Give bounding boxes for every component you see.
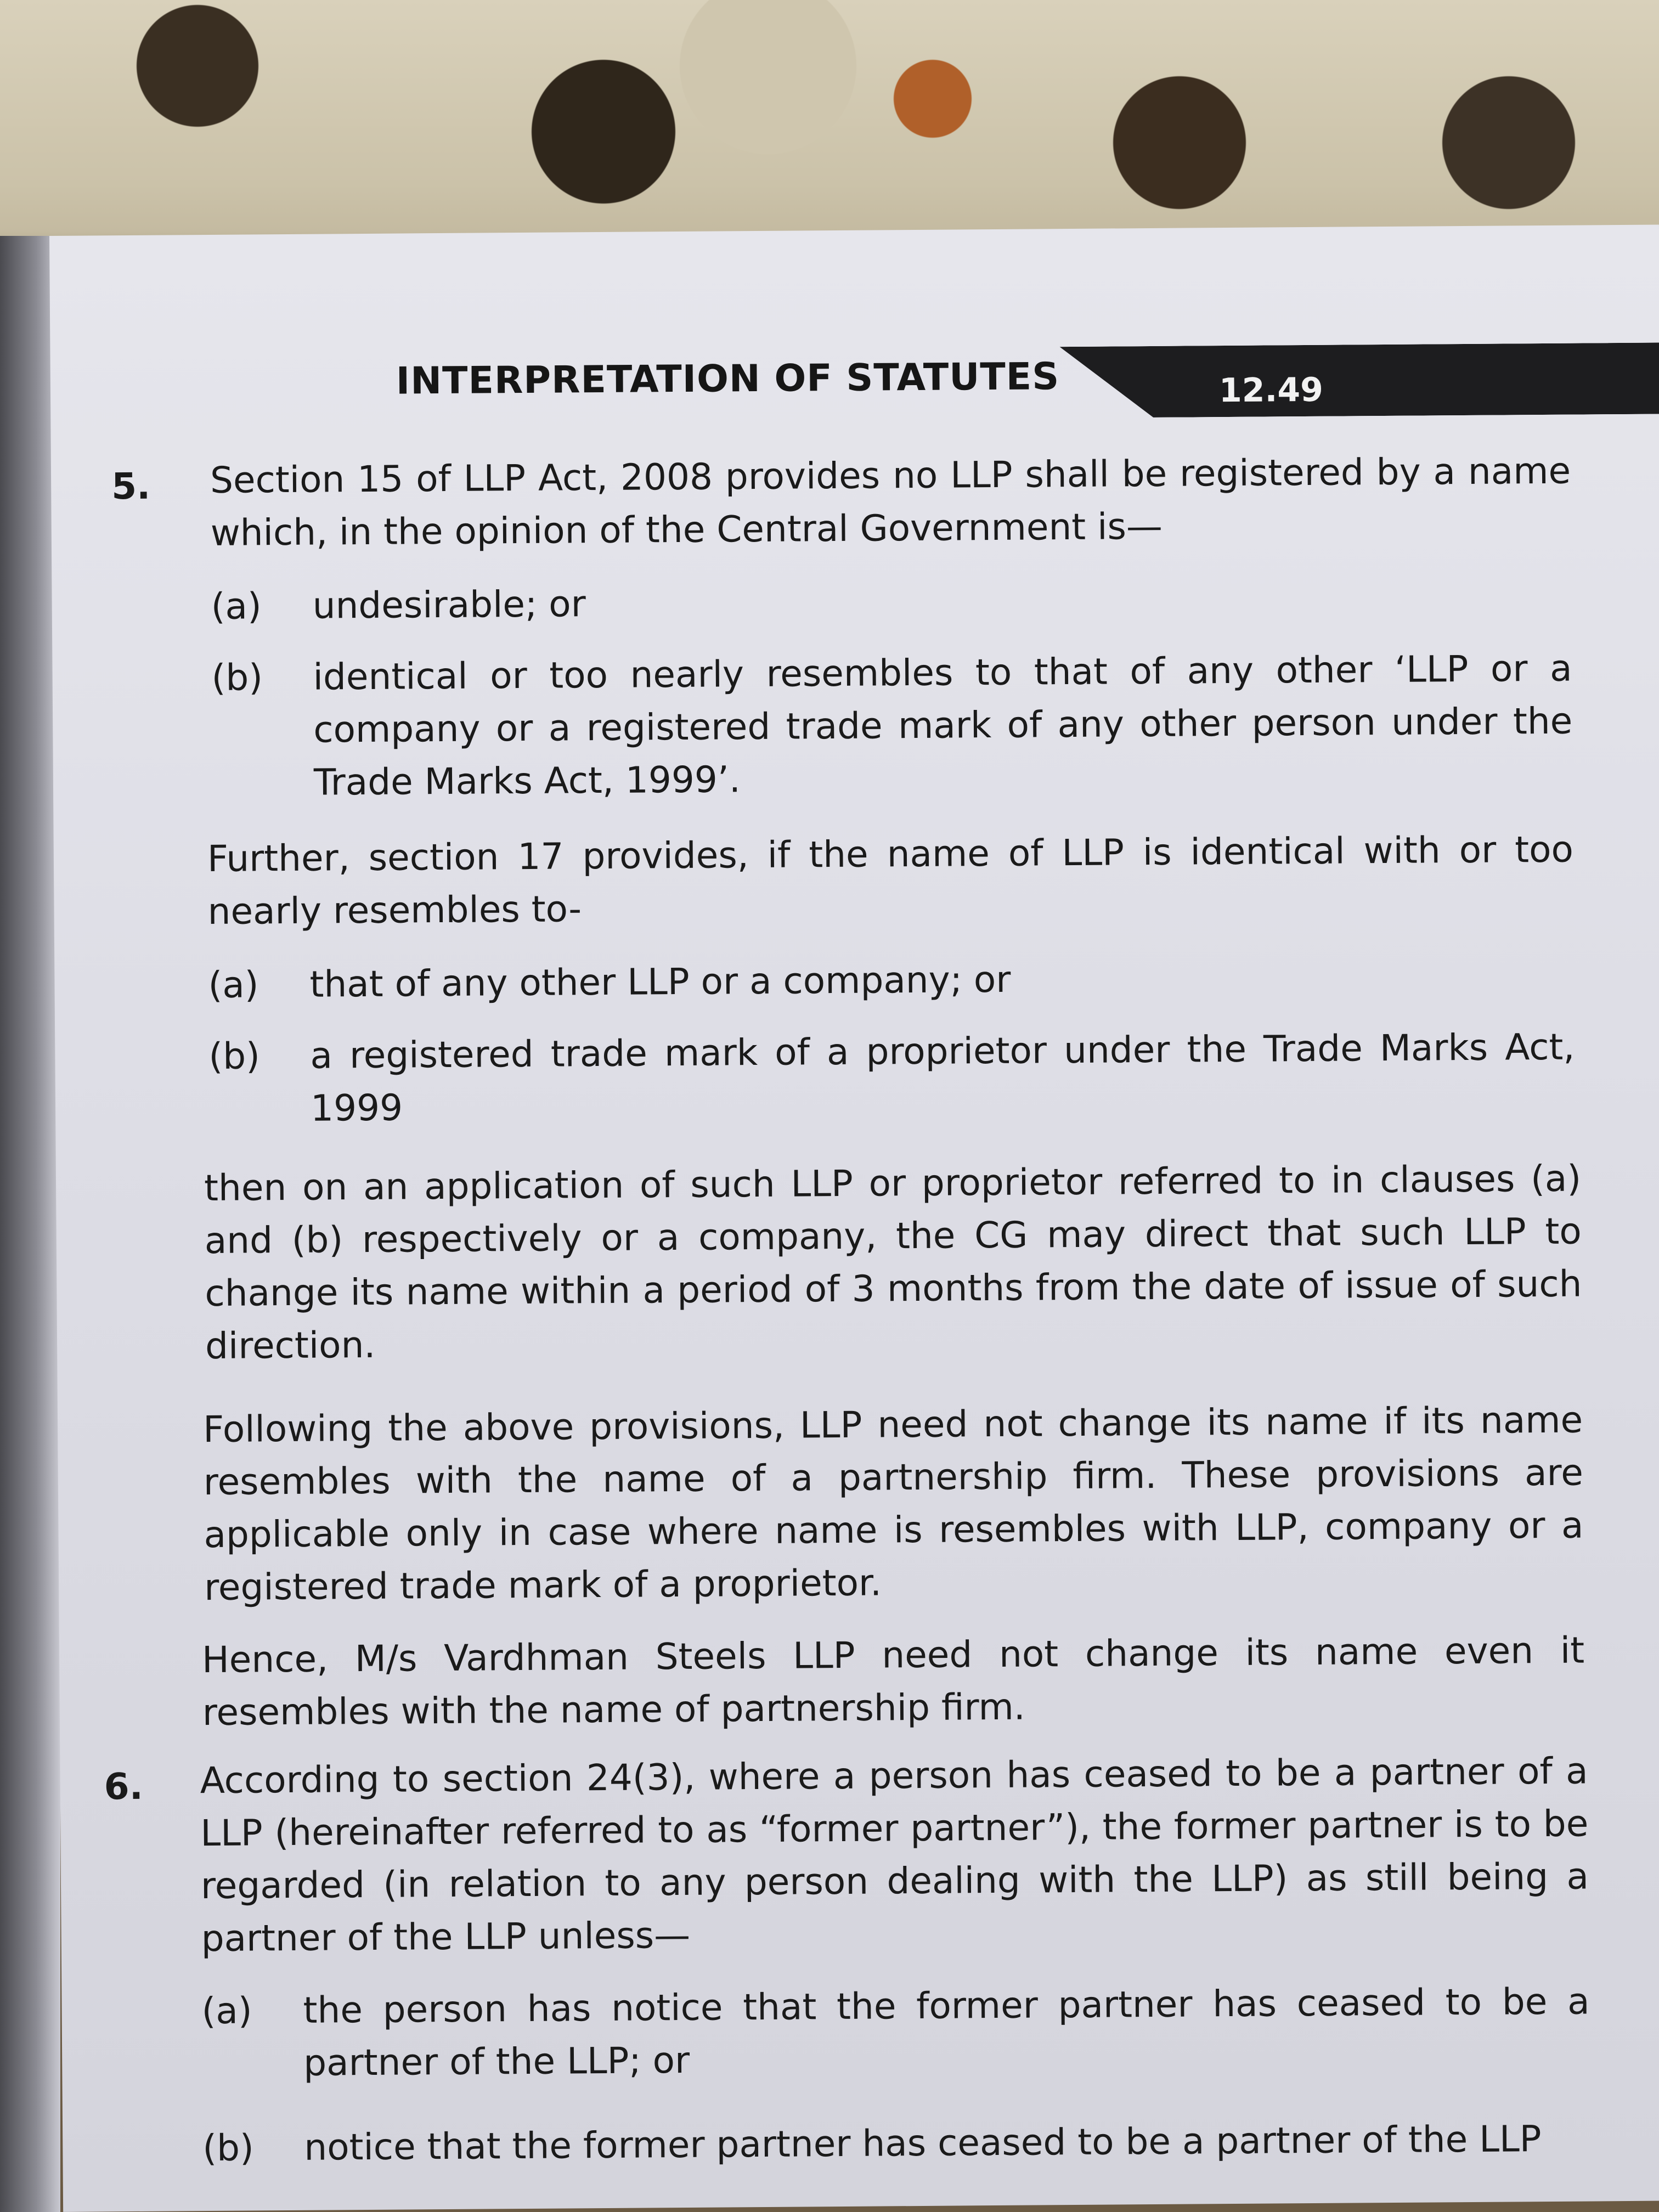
clause-text: identical or too nearly resembles to that of any other ‘LLP or a company or a registered trade mark of any other person under the Trade Marks Act, 1999’. (313, 647, 1573, 804)
question-number-6: 6. (104, 1765, 144, 1808)
question-number-5: 5. (111, 465, 151, 508)
header-band (1059, 342, 1659, 418)
clause-label: (a) (211, 585, 262, 628)
clause-text: undesirable; or (312, 583, 586, 627)
clause-label: (a) (208, 963, 259, 1007)
q5-further-clause-b (208, 1021, 1575, 1140)
book-page (49, 225, 1659, 2212)
q5-further-clause-a (208, 950, 1575, 1012)
q6-intro: According to section 24(3), where a person has ceased to be a partner of a LLP (hereinafter referred to as “former partner”), the former partner is to be regarded (in relation to any person dealing with the LLP) as still being a partner of the LLP unless— (200, 1750, 1589, 1960)
q5-further: Further, section 17 provides, if the name of LLP is identical with or too nearly resembles to- (207, 828, 1574, 933)
running-header-title: INTERPRETATION OF STATUTES (396, 355, 1060, 403)
clause-label: (b) (208, 1035, 261, 1078)
clause-text: that of any other LLP or a company; or (309, 958, 1011, 1006)
q5-hence: Hence, M/s Vardhman Steels LLP need not change its name even it resembles with the name of partnership firm. (201, 1629, 1585, 1734)
q5-intro: Section 15 of LLP Act, 2008 provides no LLP shall be registered by a name which, in the opinion of the Central Government is— (210, 449, 1571, 554)
clause-text: the person has notice that the former partner has ceased to be a partner of the LLP; or (303, 1980, 1590, 2084)
q6-clause-a (201, 1975, 1590, 2095)
clause-label: (b) (211, 656, 263, 699)
clause-text: a registered trade mark of a proprietor under the Trade Marks Act, 1999 (310, 1025, 1575, 1130)
page-number: 12.49 (1218, 370, 1324, 410)
q5-clause-b (211, 642, 1573, 811)
q6-clause-b (202, 2112, 1591, 2175)
clause-label: (a) (201, 1989, 252, 2033)
q5-then: then on an application of such LLP or proprietor referred to in clauses (a) and (b) respectively or a company, the CG may direct that such LLP to change its name within a period of 3 months from the date of issue of such direction. (204, 1157, 1582, 1368)
clause-label: (b) (202, 2126, 255, 2170)
q5-clause-a (211, 571, 1572, 633)
clause-text: notice that the former partner has ceased to be a partner of the LLP (304, 2118, 1542, 2169)
page-content (51, 444, 1659, 2170)
q5-following: Following the above provisions, LLP need not change its name if its name resembles with the name of a partnership firm. These provisions are applicable only in case where name is resembles with LLP, company or a registered trade mark of a proprietor. (202, 1398, 1584, 1609)
